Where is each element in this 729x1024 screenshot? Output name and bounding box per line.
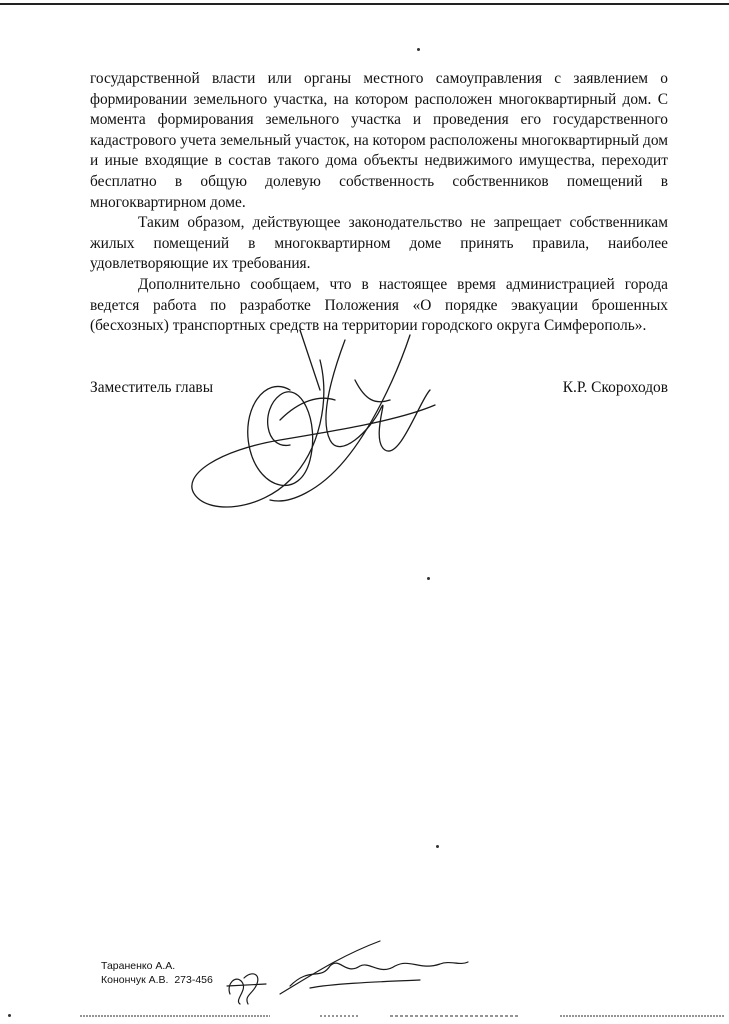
scan-speck: [427, 577, 430, 580]
scan-speck: [417, 48, 420, 51]
paragraph-conclusion: Таким образом, действующее законодательство не запрещает собственникам жилых помещений в многоквартирном доме принять правила, наиболее удовлетворяющие их требования.: [90, 214, 668, 273]
signer-name: К.Р. Скороходов: [562, 379, 668, 396]
executor-line-1: [101, 960, 213, 974]
signer-position: Заместитель главы: [90, 379, 214, 396]
footer-signature-scribble: [270, 936, 470, 998]
initials-mark: [222, 964, 272, 1008]
top-edge-rule: [0, 3, 729, 5]
executor-line-2: [101, 974, 213, 988]
scan-speck: [436, 845, 439, 848]
letter-body: [90, 69, 668, 337]
executor-name-2: Конончук А.В.: [101, 973, 169, 986]
executor-phone: 273-456: [174, 973, 213, 986]
handwritten-signature: [170, 300, 450, 530]
scan-speck: [8, 1014, 11, 1017]
executor-footer: [101, 960, 213, 987]
paragraph-additional-info: Дополнительно сообщаем, что в настоящее время администрацией города ведется работа по разработке Положения «О порядке эвакуации брошенных (бесхозных) транспортных средств на территории городского округа Симферополь».: [90, 275, 668, 335]
paragraph-land-plot: государственной власти или органы местного самоуправления с заявлением о формировании земельного участка, на котором расположен многоквартирный дом. С момента формирования земельного участка и проведения его государственного кадастрового учета земельный участок, на котором расположены многоквартирный дом и иные входящие в состав такого дома объекты недвижимого имущества, переходит бесплатно в общую долевую собственность собственников помещений в многоквартирном доме.: [90, 70, 668, 211]
scan-bottom-noise: [60, 1013, 729, 1019]
executor-name-1: Тараненко А.А.: [101, 960, 176, 972]
